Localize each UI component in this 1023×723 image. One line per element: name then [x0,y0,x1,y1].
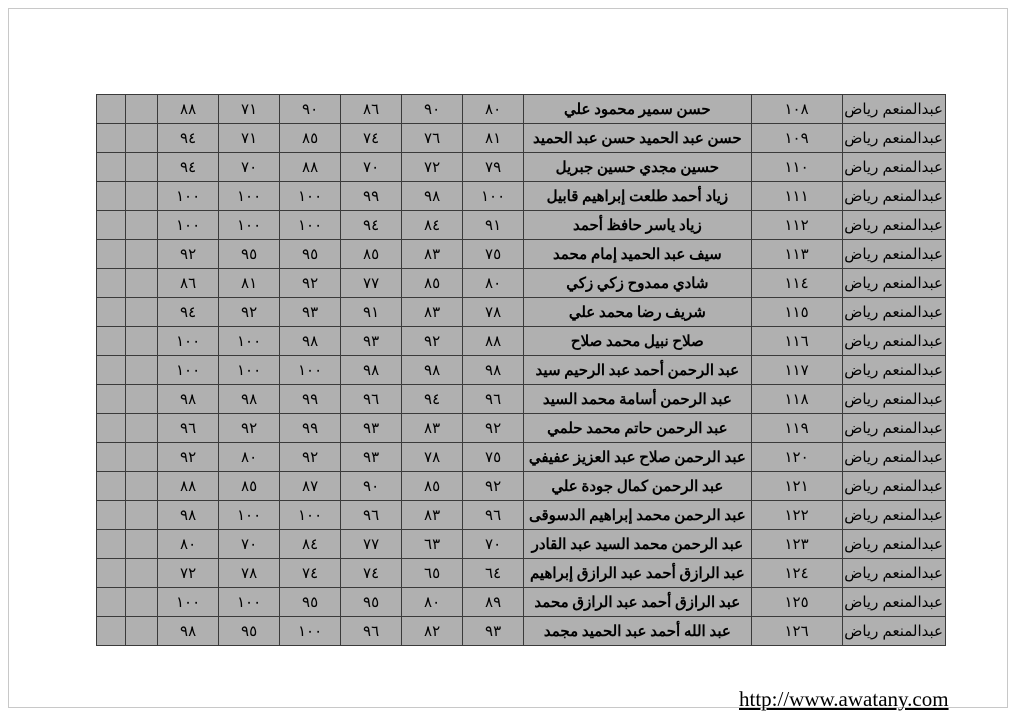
cell-student-name: عبد الرحمن أحمد عبد الرحيم سيد [524,356,752,385]
cell-score-3: ٩١ [341,298,402,327]
cell-score-4: ٩٨ [280,327,341,356]
cell-student-name: شادي ممدوح زكي زكي [524,269,752,298]
cell-score-5: ١٠٠ [219,356,280,385]
cell-score-6: ٨٠ [158,530,219,559]
cell-blank-1 [126,327,158,356]
cell-blank-2 [97,617,126,646]
cell-blank-1 [126,356,158,385]
cell-score-6: ٨٨ [158,95,219,124]
cell-score-3: ٩٣ [341,414,402,443]
cell-score-3: ٩٨ [341,356,402,385]
cell-score-3: ٩٩ [341,182,402,211]
cell-blank-2 [97,414,126,443]
cell-score-2: ٦٥ [402,559,463,588]
cell-score-4: ٩٩ [280,385,341,414]
cell-score-5: ١٠٠ [219,211,280,240]
cell-score-5: ٧٨ [219,559,280,588]
cell-seat-number: ١٠٩ [751,124,842,153]
table-row [97,472,946,501]
cell-school: عبدالمنعم رياض [842,472,945,501]
cell-blank-1 [126,501,158,530]
cell-score-1: ٩٢ [463,414,524,443]
cell-seat-number: ١١٦ [751,327,842,356]
cell-student-name: عبد الرحمن حاتم محمد حلمي [524,414,752,443]
cell-score-5: ٨٠ [219,443,280,472]
cell-blank-1 [126,443,158,472]
cell-score-4: ٩٥ [280,588,341,617]
cell-seat-number: ١٢٥ [751,588,842,617]
cell-blank-2 [97,124,126,153]
table-row [97,327,946,356]
footer-url[interactable] [739,687,949,712]
cell-school: عبدالمنعم رياض [842,182,945,211]
cell-score-3: ٨٦ [341,95,402,124]
cell-seat-number: ١١٤ [751,269,842,298]
cell-blank-1 [126,269,158,298]
cell-score-5: ٩٢ [219,414,280,443]
cell-score-3: ٩٦ [341,617,402,646]
cell-score-5: ٧٠ [219,153,280,182]
cell-score-1: ٨٨ [463,327,524,356]
cell-score-5: ٧١ [219,95,280,124]
cell-seat-number: ١٢٤ [751,559,842,588]
cell-school: عبدالمنعم رياض [842,269,945,298]
cell-blank-1 [126,153,158,182]
table-row [97,95,946,124]
cell-score-2: ٩٠ [402,95,463,124]
cell-score-6: ٧٢ [158,559,219,588]
cell-blank-2 [97,356,126,385]
cell-score-6: ٩٨ [158,385,219,414]
cell-score-4: ٨٧ [280,472,341,501]
cell-score-1: ٦٤ [463,559,524,588]
cell-score-2: ٧٨ [402,443,463,472]
cell-school: عبدالمنعم رياض [842,414,945,443]
cell-student-name: حسين مجدي حسين جبريل [524,153,752,182]
cell-score-3: ٨٥ [341,240,402,269]
cell-blank-2 [97,269,126,298]
cell-blank-1 [126,124,158,153]
cell-seat-number: ١٢٠ [751,443,842,472]
cell-score-1: ٩١ [463,211,524,240]
cell-score-4: ٩٣ [280,298,341,327]
cell-blank-1 [126,617,158,646]
cell-blank-1 [126,298,158,327]
cell-score-1: ٧٩ [463,153,524,182]
cell-student-name: حسن عبد الحميد حسن عبد الحميد [524,124,752,153]
cell-student-name: عبد الرحمن صلاح عبد العزيز عفيفي [524,443,752,472]
cell-score-4: ١٠٠ [280,356,341,385]
cell-score-5: ٧١ [219,124,280,153]
cell-blank-2 [97,385,126,414]
cell-blank-2 [97,443,126,472]
cell-score-4: ٨٨ [280,153,341,182]
grades-table [96,94,946,646]
cell-blank-2 [97,240,126,269]
cell-score-5: ٩٥ [219,617,280,646]
cell-seat-number: ١٢١ [751,472,842,501]
cell-student-name: عبد الرحمن كمال جودة علي [524,472,752,501]
table-row [97,385,946,414]
cell-score-6: ٨٦ [158,269,219,298]
cell-score-3: ٩٠ [341,472,402,501]
cell-score-1: ٧٨ [463,298,524,327]
cell-score-6: ٩٢ [158,240,219,269]
cell-student-name: عبد الرازق أحمد عبد الرازق إبراهيم [524,559,752,588]
cell-score-2: ٩٨ [402,356,463,385]
cell-score-4: ٩٥ [280,240,341,269]
cell-school: عبدالمنعم رياض [842,211,945,240]
cell-score-1: ٩٢ [463,472,524,501]
cell-score-1: ٨٠ [463,269,524,298]
cell-blank-2 [97,472,126,501]
cell-blank-1 [126,95,158,124]
cell-score-6: ٩٤ [158,298,219,327]
cell-seat-number: ١١٠ [751,153,842,182]
cell-student-name: عبد الرحمن أسامة محمد السيد [524,385,752,414]
cell-seat-number: ١١٨ [751,385,842,414]
cell-blank-1 [126,182,158,211]
cell-score-2: ٩٤ [402,385,463,414]
cell-score-3: ٧٧ [341,530,402,559]
cell-score-6: ١٠٠ [158,211,219,240]
cell-score-6: ٩٦ [158,414,219,443]
cell-blank-1 [126,472,158,501]
cell-score-1: ٧٥ [463,443,524,472]
cell-score-3: ٧٤ [341,559,402,588]
cell-blank-2 [97,95,126,124]
cell-school: عبدالمنعم رياض [842,240,945,269]
cell-score-2: ٨٣ [402,240,463,269]
cell-score-2: ٨٣ [402,414,463,443]
cell-score-6: ١٠٠ [158,356,219,385]
cell-score-5: ١٠٠ [219,182,280,211]
cell-score-1: ٧٠ [463,530,524,559]
cell-score-6: ٩٨ [158,501,219,530]
cell-blank-2 [97,559,126,588]
cell-score-4: ١٠٠ [280,211,341,240]
cell-score-3: ٩٤ [341,211,402,240]
grades-table-body [97,95,946,646]
cell-score-4: ٩٠ [280,95,341,124]
cell-student-name: شريف رضا محمد علي [524,298,752,327]
cell-score-6: ٩٢ [158,443,219,472]
cell-blank-1 [126,559,158,588]
cell-score-3: ٧٠ [341,153,402,182]
cell-score-2: ٨٤ [402,211,463,240]
cell-score-5: ١٠٠ [219,588,280,617]
cell-school: عبدالمنعم رياض [842,327,945,356]
cell-school: عبدالمنعم رياض [842,95,945,124]
cell-score-1: ٧٥ [463,240,524,269]
cell-score-1: ٨٩ [463,588,524,617]
table-row [97,443,946,472]
cell-school: عبدالمنعم رياض [842,501,945,530]
cell-school: عبدالمنعم رياض [842,617,945,646]
cell-blank-1 [126,211,158,240]
table-row [97,153,946,182]
table-row [97,588,946,617]
cell-score-5: ٩٨ [219,385,280,414]
cell-score-3: ٩٣ [341,327,402,356]
cell-score-2: ٧٦ [402,124,463,153]
cell-score-3: ٩٦ [341,385,402,414]
cell-seat-number: ١٠٨ [751,95,842,124]
cell-score-5: ١٠٠ [219,327,280,356]
table-row [97,530,946,559]
table-row [97,269,946,298]
cell-seat-number: ١١٥ [751,298,842,327]
cell-score-4: ٨٥ [280,124,341,153]
cell-score-5: ٩٢ [219,298,280,327]
cell-blank-1 [126,414,158,443]
table-row [97,414,946,443]
cell-score-4: ١٠٠ [280,501,341,530]
table-row [97,211,946,240]
cell-score-5: ٨١ [219,269,280,298]
cell-score-4: ٩٢ [280,443,341,472]
cell-blank-2 [97,588,126,617]
cell-blank-1 [126,240,158,269]
cell-score-2: ٨٥ [402,472,463,501]
cell-seat-number: ١٢٢ [751,501,842,530]
cell-score-1: ١٠٠ [463,182,524,211]
cell-student-name: سيف عبد الحميد إمام محمد [524,240,752,269]
table-row [97,240,946,269]
cell-seat-number: ١١٧ [751,356,842,385]
cell-score-2: ٨٣ [402,501,463,530]
cell-score-1: ٨١ [463,124,524,153]
cell-score-6: ١٠٠ [158,327,219,356]
table-row [97,559,946,588]
table-row [97,501,946,530]
cell-blank-2 [97,327,126,356]
cell-seat-number: ١١٣ [751,240,842,269]
cell-score-1: ٩٦ [463,501,524,530]
cell-school: عبدالمنعم رياض [842,443,945,472]
cell-score-6: ٩٨ [158,617,219,646]
cell-score-6: ١٠٠ [158,182,219,211]
cell-student-name: عبد الرحمن محمد إبراهيم الدسوقى [524,501,752,530]
cell-school: عبدالمنعم رياض [842,298,945,327]
cell-blank-2 [97,153,126,182]
cell-score-3: ٩٦ [341,501,402,530]
cell-score-2: ٩٨ [402,182,463,211]
page-frame [8,8,1008,711]
cell-score-6: ١٠٠ [158,588,219,617]
table-row [97,124,946,153]
cell-blank-2 [97,182,126,211]
cell-score-1: ٨٠ [463,95,524,124]
cell-score-2: ٩٢ [402,327,463,356]
cell-score-4: ١٠٠ [280,182,341,211]
cell-student-name: حسن سمير محمود علي [524,95,752,124]
cell-blank-2 [97,211,126,240]
cell-school: عبدالمنعم رياض [842,124,945,153]
cell-seat-number: ١١١ [751,182,842,211]
cell-seat-number: ١٢٣ [751,530,842,559]
table-row [97,356,946,385]
cell-seat-number: ١١٩ [751,414,842,443]
cell-blank-1 [126,530,158,559]
cell-score-3: ٩٥ [341,588,402,617]
cell-score-5: ٨٥ [219,472,280,501]
cell-score-3: ٧٤ [341,124,402,153]
cell-score-5: ٩٥ [219,240,280,269]
table-row [97,298,946,327]
cell-score-2: ٨٢ [402,617,463,646]
cell-student-name: عبد الرازق أحمد عبد الرازق محمد [524,588,752,617]
cell-score-1: ٩٨ [463,356,524,385]
cell-score-2: ٦٣ [402,530,463,559]
cell-score-6: ٩٤ [158,124,219,153]
cell-score-5: ٧٠ [219,530,280,559]
cell-seat-number: ١٢٦ [751,617,842,646]
cell-school: عبدالمنعم رياض [842,530,945,559]
cell-score-4: ٨٤ [280,530,341,559]
cell-score-2: ٨٣ [402,298,463,327]
cell-score-3: ٧٧ [341,269,402,298]
cell-score-4: ٧٤ [280,559,341,588]
cell-seat-number: ١١٢ [751,211,842,240]
table-row [97,182,946,211]
cell-score-2: ٨٥ [402,269,463,298]
cell-student-name: عبد الرحمن محمد السيد عبد القادر [524,530,752,559]
cell-score-5: ١٠٠ [219,501,280,530]
site-url-text: http://www.awatany.com [739,687,949,711]
cell-score-4: ١٠٠ [280,617,341,646]
cell-blank-1 [126,385,158,414]
cell-score-2: ٧٢ [402,153,463,182]
cell-score-4: ٩٩ [280,414,341,443]
grades-sheet [96,94,946,646]
cell-score-1: ٩٦ [463,385,524,414]
cell-school: عبدالمنعم رياض [842,153,945,182]
cell-score-6: ٩٤ [158,153,219,182]
cell-blank-1 [126,588,158,617]
cell-score-2: ٨٠ [402,588,463,617]
cell-score-4: ٩٢ [280,269,341,298]
cell-student-name: زياد أحمد طلعت إبراهيم قابيل [524,182,752,211]
cell-blank-2 [97,501,126,530]
cell-student-name: صلاح نبيل محمد صلاح [524,327,752,356]
cell-school: عبدالمنعم رياض [842,385,945,414]
table-row [97,617,946,646]
cell-school: عبدالمنعم رياض [842,588,945,617]
cell-score-1: ٩٣ [463,617,524,646]
cell-blank-2 [97,298,126,327]
cell-score-3: ٩٣ [341,443,402,472]
cell-student-name: عبد الله أحمد عبد الحميد مجمد [524,617,752,646]
cell-score-6: ٨٨ [158,472,219,501]
cell-school: عبدالمنعم رياض [842,356,945,385]
cell-student-name: زياد ياسر حافظ أحمد [524,211,752,240]
cell-blank-2 [97,530,126,559]
cell-school: عبدالمنعم رياض [842,559,945,588]
